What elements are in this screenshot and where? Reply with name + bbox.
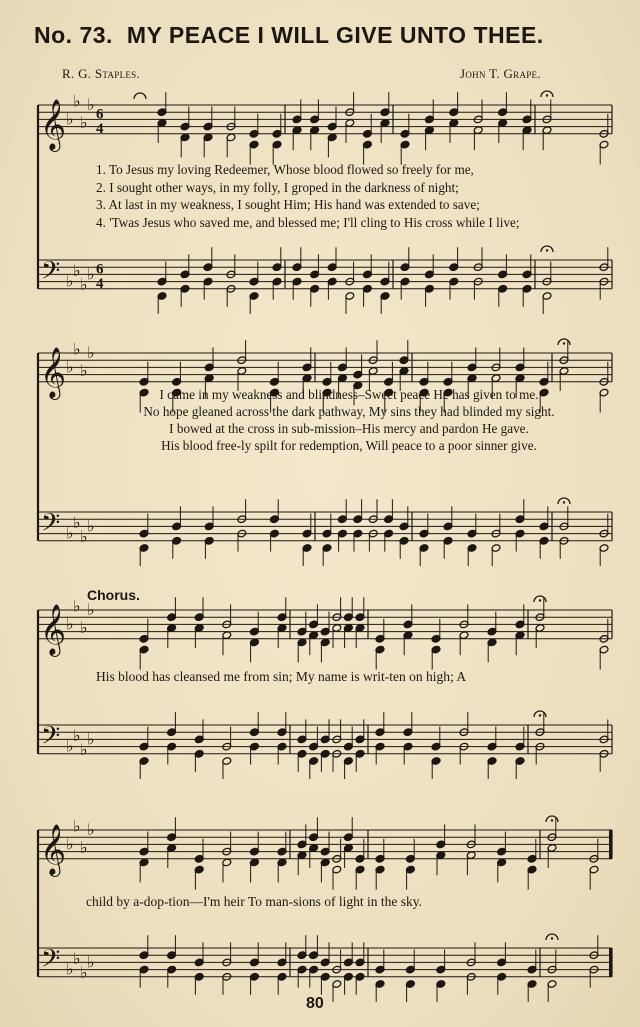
bass-clef-icon: 𝄢: [41, 256, 61, 292]
chorus-line-2: child by a-dop-tion—I'm heir To man-sions of light in the sky.: [86, 894, 422, 909]
fermata-dot: [563, 501, 565, 503]
chorus-line-1: His blood has cleansed me from sin; My name is writ-ten on high; A: [96, 669, 467, 684]
flat-sign-icon: ♭: [73, 91, 81, 111]
verse-line: His blood free-ly spilt for redemption, Will peace to a poor sinner give.: [161, 438, 537, 453]
flat-sign-icon: ♭: [80, 740, 88, 760]
flat-sign-icon: ♭: [80, 963, 88, 983]
page-number: 80: [306, 995, 324, 1012]
time-signature-bottom: 4: [96, 275, 104, 292]
verse-line: 3. At last in my weakness, I sought Him; His hand was extended to save;: [96, 197, 480, 212]
flat-sign-icon: ♭: [80, 275, 88, 295]
hymn-heading: [34, 22, 624, 49]
flat-sign-icon: ♭: [73, 816, 81, 836]
words-credit: R. G. Staples.: [62, 66, 141, 81]
flat-sign-icon: ♭: [87, 820, 95, 839]
treble-clef-icon: 𝄞: [40, 98, 67, 150]
final-bar-line: [609, 830, 612, 859]
treble-clef-icon: 𝄞: [40, 823, 67, 875]
flat-sign-icon: ♭: [66, 109, 74, 129]
chorus-label: Chorus.: [87, 587, 140, 603]
verse-line: I bowed at the cross in sub-mission–His mercy and pardon He gave.: [169, 421, 529, 436]
fermata-dot: [551, 819, 553, 821]
treble-clef-icon: 𝄞: [40, 346, 67, 398]
treble-clef-icon: 𝄞: [40, 603, 67, 655]
flat-sign-icon: ♭: [66, 736, 74, 756]
flat-sign-icon: ♭: [66, 357, 74, 377]
flat-sign-icon: ♭: [73, 948, 81, 968]
fermata-dot: [539, 714, 541, 716]
fermata-dot: [539, 599, 541, 601]
flat-sign-icon: ♭: [66, 614, 74, 634]
fermata-dot: [551, 937, 553, 939]
flat-sign-icon: ♭: [87, 343, 95, 362]
flat-sign-icon: ♭: [66, 834, 74, 854]
flat-sign-icon: ♭: [87, 95, 95, 114]
final-bar-line: [609, 948, 612, 977]
flat-sign-icon: ♭: [73, 725, 81, 745]
flat-sign-icon: ♭: [66, 523, 74, 543]
bass-clef-icon: 𝄢: [41, 721, 61, 757]
flat-sign-icon: ♭: [80, 618, 88, 637]
flat-sign-icon: ♭: [87, 952, 95, 972]
flat-sign-icon: ♭: [80, 113, 88, 132]
verse-line: I came in my weakness and blindness–Sweet peace He has given to me.: [159, 387, 539, 402]
flat-sign-icon: ♭: [73, 512, 81, 532]
fermata-dot: [546, 94, 548, 96]
flat-sign-icon: ♭: [87, 600, 95, 619]
bass-clef-icon: 𝄢: [41, 508, 61, 544]
verse-line: 2. I sought other ways, in my folly, I groped in the darkness of night;: [96, 179, 459, 195]
music-credit: John T. Grape.: [460, 66, 541, 81]
verse-line: 1. To Jesus my loving Redeemer, Whose blood flowed so freely for me,: [96, 162, 474, 177]
time-signature-bottom: 4: [96, 120, 104, 137]
fermata-icon: [134, 93, 146, 99]
fermata-dot: [563, 342, 565, 344]
fermata-dot: [546, 249, 548, 251]
verses-second-half: [84, 386, 614, 454]
hymn-number: No. 73.: [34, 22, 113, 48]
flat-sign-icon: ♭: [66, 271, 74, 291]
flat-sign-icon: ♭: [66, 959, 74, 979]
verse-line: 4. 'Twas Jesus who saved me, and blessed me; I'll cling to His cross while I live;: [96, 214, 520, 230]
hymn-title: MY PEACE I WILL GIVE UNTO THEE.: [126, 22, 544, 48]
verse-line: No hope gleaned across the dark pathway, My sins they had blinded my sight.: [143, 404, 555, 419]
music-system-3: [0, 590, 640, 790]
verses-first-half: [96, 161, 520, 231]
time-signature-top: 6: [96, 106, 104, 123]
time-signature-top: 6: [96, 261, 104, 278]
flat-sign-icon: ♭: [73, 260, 81, 280]
flat-sign-icon: ♭: [73, 596, 81, 616]
bass-clef-icon: 𝄢: [41, 944, 61, 980]
flat-sign-icon: ♭: [87, 264, 95, 284]
flat-sign-icon: ♭: [87, 729, 95, 749]
flat-sign-icon: ♭: [73, 339, 81, 359]
flat-sign-icon: ♭: [80, 527, 88, 547]
flat-sign-icon: ♭: [80, 838, 88, 857]
flat-sign-icon: ♭: [87, 516, 95, 536]
flat-sign-icon: ♭: [80, 361, 88, 380]
